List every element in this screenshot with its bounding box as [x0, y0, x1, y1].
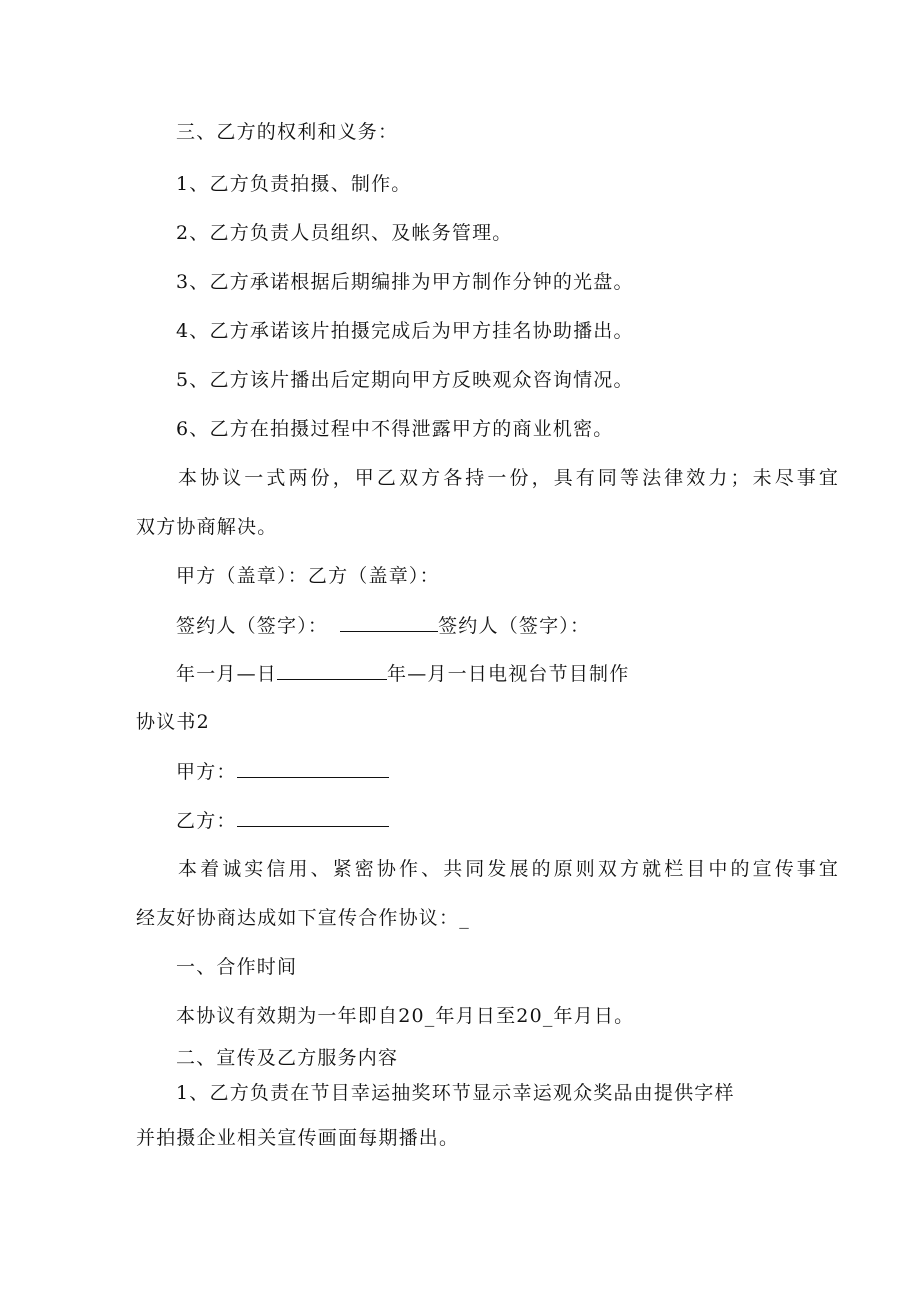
service-line2: 并拍摄企业相关宣传画面每期播出。: [136, 1127, 460, 1149]
section1-heading: 一、合作时间: [176, 956, 298, 978]
list-item: 5、乙方该片播出后定期向甲方反映观众咨询情况。: [176, 369, 634, 391]
party-a-line: [176, 759, 389, 783]
validity-line: 本协议有效期为一年即自20_年月日至20_年月日。: [176, 1005, 635, 1027]
date-right: 年—月一日电视台节目制作: [387, 663, 630, 685]
section3-heading: 三、乙方的权利和义务：: [176, 121, 399, 143]
party-b-label: 乙方：: [176, 810, 237, 832]
date-left: 年一月—日: [176, 663, 278, 685]
list-item: 4、乙方承诺该片拍摄完成后为甲方挂名协助播出。: [176, 320, 634, 342]
party-b-blank: [237, 808, 389, 827]
signature-blank: [340, 613, 438, 632]
sign-right-label: 签约人（签字）：: [438, 615, 591, 637]
party-b-line: [176, 808, 389, 832]
closing-paragraph-line1: 本协议一式两份，甲乙双方各持一份，具有同等法律效力；未尽事宜: [178, 467, 842, 489]
doc2-title: 协议书2: [136, 711, 210, 733]
party-a-blank: [237, 759, 389, 778]
date-blank: [277, 661, 387, 680]
list-item: 3、乙方承诺根据后期编排为甲方制作分钟的光盘。: [176, 271, 634, 293]
intro-line2: 经友好协商达成如下宣传合作协议：_: [136, 907, 470, 929]
seal-line: 甲方（盖章）：乙方（盖章）：: [176, 565, 440, 587]
closing-paragraph-line2: 双方协商解决。: [136, 516, 278, 538]
section2-heading: 二、宣传及乙方服务内容: [176, 1047, 399, 1069]
list-item: 2、乙方负责人员组织、及帐务管理。: [176, 222, 513, 244]
sign-left-label: 签约人（签字）：: [176, 615, 329, 637]
party-a-label: 甲方：: [176, 761, 237, 783]
list-item: 6、乙方在拍摄过程中不得泄露甲方的商业机密。: [176, 418, 614, 440]
signature-line: [176, 613, 590, 637]
list-item: 1、乙方负责拍摄、制作。: [176, 173, 412, 195]
date-line: [176, 661, 629, 685]
service-line1: 1、乙方负责在节目幸运抽奖环节显示幸运观众奖品由提供字样: [176, 1082, 735, 1104]
intro-line1: 本着诚实信用、紧密协作、共同发展的原则双方就栏目中的宣传事宜: [178, 858, 842, 880]
